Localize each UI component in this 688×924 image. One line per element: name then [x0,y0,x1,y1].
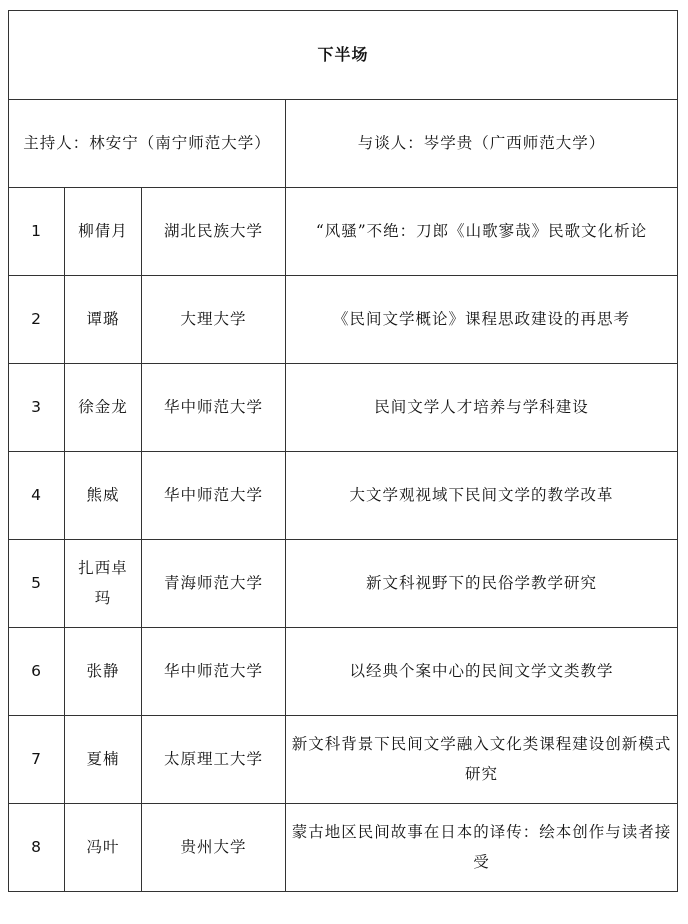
table-row [9,276,678,364]
speaker-name: 扎西卓玛 [65,540,142,628]
talk-number: 1 [9,188,65,276]
schedule-table [8,10,678,892]
talk-number: 6 [9,628,65,716]
talk-topic: 新文科背景下民间文学融入文化类课程建设创新模式研究 [286,716,678,804]
table-row [9,628,678,716]
talk-number: 2 [9,276,65,364]
talk-number: 8 [9,804,65,892]
table-row [9,452,678,540]
speaker-affiliation: 湖北民族大学 [142,188,286,276]
talk-topic: 《民间文学概论》课程思政建设的再思考 [286,276,678,364]
talk-topic: 民间文学人才培养与学科建设 [286,364,678,452]
speaker-affiliation: 贵州大学 [142,804,286,892]
speaker-affiliation: 青海师范大学 [142,540,286,628]
speaker-affiliation: 华中师范大学 [142,364,286,452]
talk-topic: 新文科视野下的民俗学教学研究 [286,540,678,628]
talk-topic: 大文学观视域下民间文学的教学改革 [286,452,678,540]
title-row [9,11,678,100]
speaker-name: 张静 [65,628,142,716]
talk-topic: 以经典个案中心的民间文学文类教学 [286,628,678,716]
schedule-body [9,11,678,892]
speaker-name: 冯叶 [65,804,142,892]
table-row [9,540,678,628]
speaker-affiliation: 华中师范大学 [142,628,286,716]
speaker-name: 谭璐 [65,276,142,364]
speaker-name: 徐金龙 [65,364,142,452]
discussant-cell: 与谈人：岑学贵（广西师范大学） [286,100,678,188]
speaker-affiliation: 华中师范大学 [142,452,286,540]
speaker-name: 熊威 [65,452,142,540]
talk-number: 4 [9,452,65,540]
talk-topic: “风骚”不绝：刀郎《山歌寥哉》民歌文化析论 [286,188,678,276]
table-row [9,188,678,276]
talk-number: 7 [9,716,65,804]
table-row [9,804,678,892]
host-cell: 主持人：林安宁（南宁师范大学） [9,100,286,188]
talk-number: 5 [9,540,65,628]
talk-topic: 蒙古地区民间故事在日本的译传：绘本创作与读者接受 [286,804,678,892]
speaker-name: 夏楠 [65,716,142,804]
host-row [9,100,678,188]
speaker-affiliation: 太原理工大学 [142,716,286,804]
session-title: 下半场 [9,11,678,100]
speaker-affiliation: 大理大学 [142,276,286,364]
talk-number: 3 [9,364,65,452]
table-row [9,364,678,452]
table-row [9,716,678,804]
speaker-name: 柳倩月 [65,188,142,276]
